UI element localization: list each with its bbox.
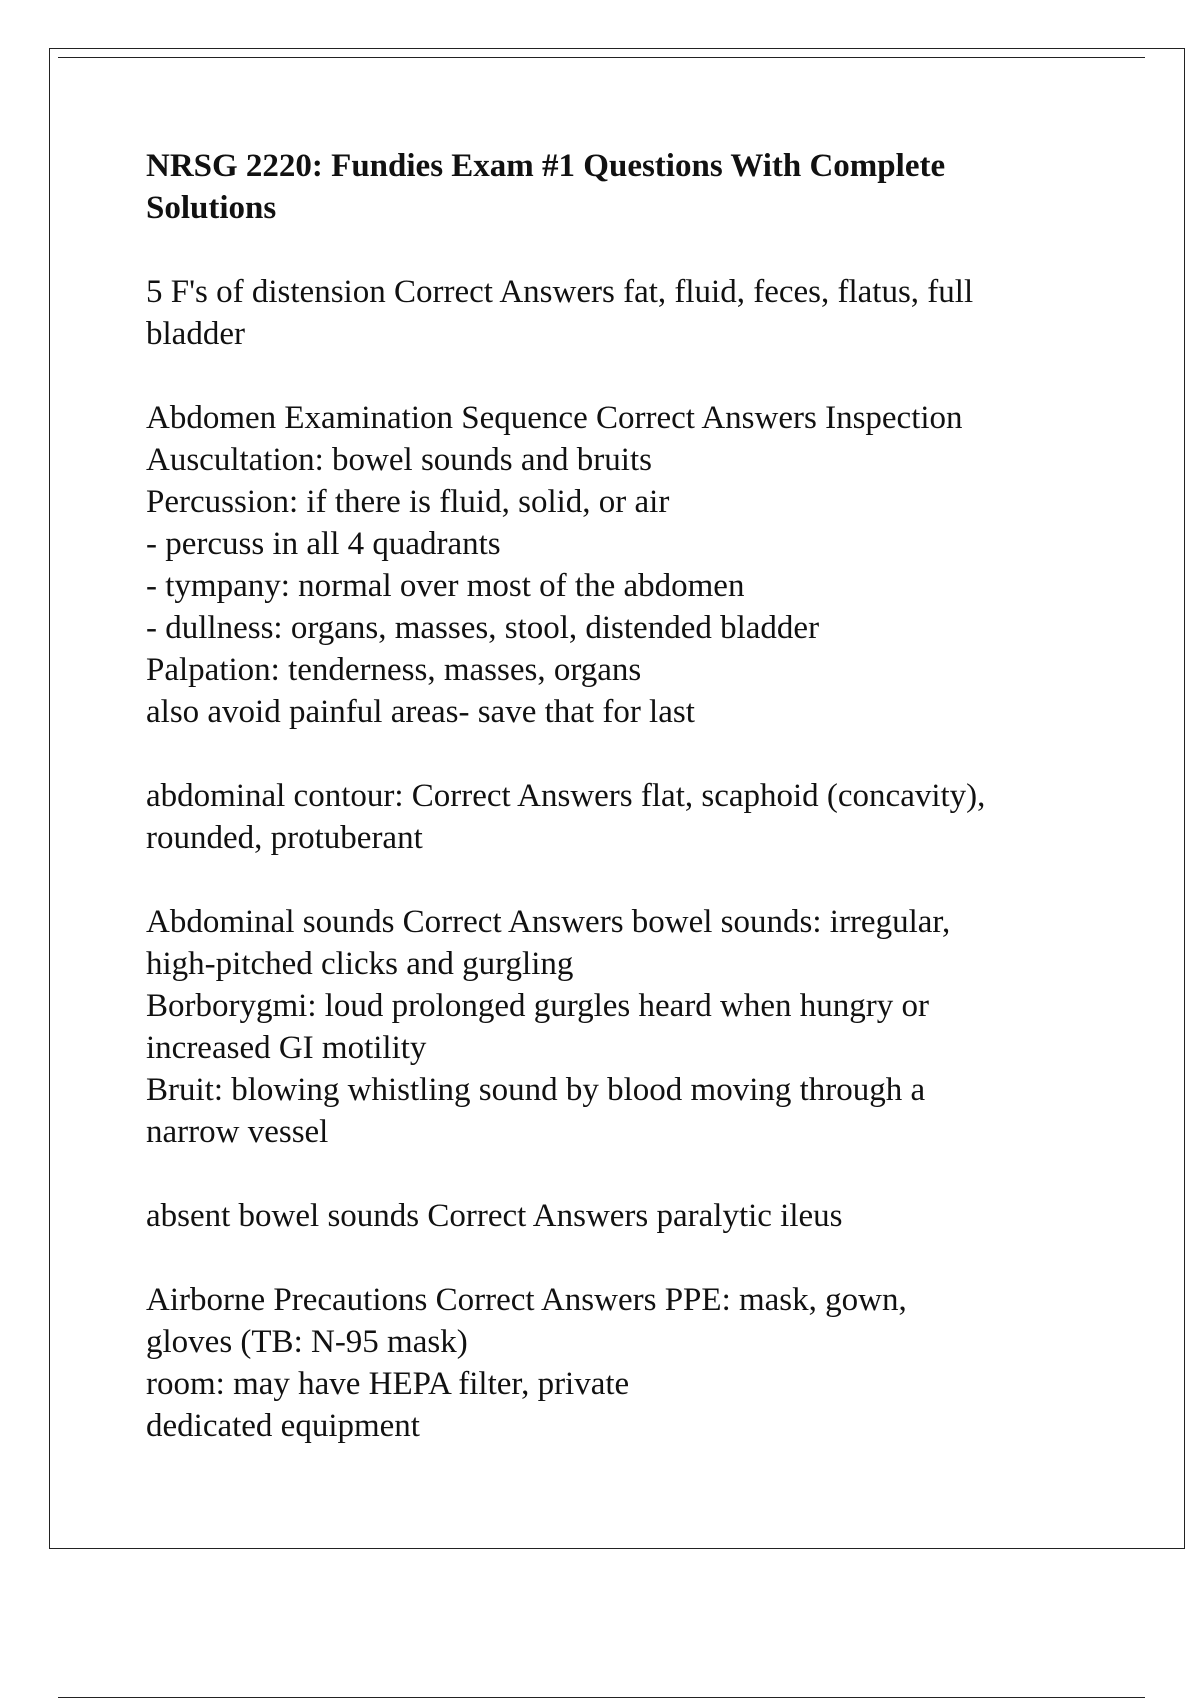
footer-rule — [58, 1697, 1145, 1698]
qa-line: Bruit: blowing whistling sound by blood moving through a — [146, 1072, 926, 1108]
qa-line: - dullness: organs, masses, stool, distended bladder — [146, 610, 820, 646]
qa-entry-abdomen-exam-sequence — [146, 397, 1106, 733]
qa-line: increased GI motility — [146, 1030, 427, 1066]
qa-line: room: may have HEPA filter, private — [146, 1366, 630, 1402]
qa-entry-distension — [146, 271, 1106, 355]
qa-line: abdominal contour: Correct Answers flat, scaphoid (concavity), — [146, 778, 986, 814]
qa-entry-airborne-precautions — [146, 1279, 1106, 1447]
qa-line: high-pitched clicks and gurgling — [146, 946, 574, 982]
qa-line: gloves (TB: N-95 mask) — [146, 1324, 468, 1360]
title-line: Solutions — [146, 190, 277, 226]
qa-line: Palpation: tenderness, masses, organs — [146, 652, 642, 688]
qa-line: Percussion: if there is fluid, solid, or air — [146, 484, 670, 520]
qa-line: - percuss in all 4 quadrants — [146, 526, 501, 562]
qa-line: Auscultation: bowel sounds and bruits — [146, 442, 652, 478]
qa-line: 5 F's of distension Correct Answers fat, fluid, feces, flatus, full — [146, 274, 974, 310]
qa-line: Airborne Precautions Correct Answers PPE: mask, gown, — [146, 1282, 907, 1318]
qa-line: also avoid painful areas- save that for last — [146, 694, 695, 730]
qa-line: narrow vessel — [146, 1114, 329, 1150]
qa-entry-absent-bowel-sounds — [146, 1195, 1106, 1237]
document-body — [146, 145, 1106, 1489]
qa-line: dedicated equipment — [146, 1408, 420, 1444]
qa-entry-abdominal-contour — [146, 775, 1106, 859]
qa-line: rounded, protuberant — [146, 820, 423, 856]
qa-line: bladder — [146, 316, 245, 352]
document-title — [146, 145, 1106, 229]
qa-line: Abdomen Examination Sequence Correct Answers Inspection — [146, 400, 963, 436]
qa-line: absent bowel sounds Correct Answers paralytic ileus — [146, 1198, 843, 1234]
header-rule — [58, 57, 1145, 58]
qa-line: Abdominal sounds Correct Answers bowel sounds: irregular, — [146, 904, 951, 940]
title-line: NRSG 2220: Fundies Exam #1 Questions With Complete — [146, 148, 946, 184]
qa-entry-abdominal-sounds — [146, 901, 1106, 1153]
qa-line: - tympany: normal over most of the abdomen — [146, 568, 745, 604]
qa-line: Borborygmi: loud prolonged gurgles heard when hungry or — [146, 988, 930, 1024]
